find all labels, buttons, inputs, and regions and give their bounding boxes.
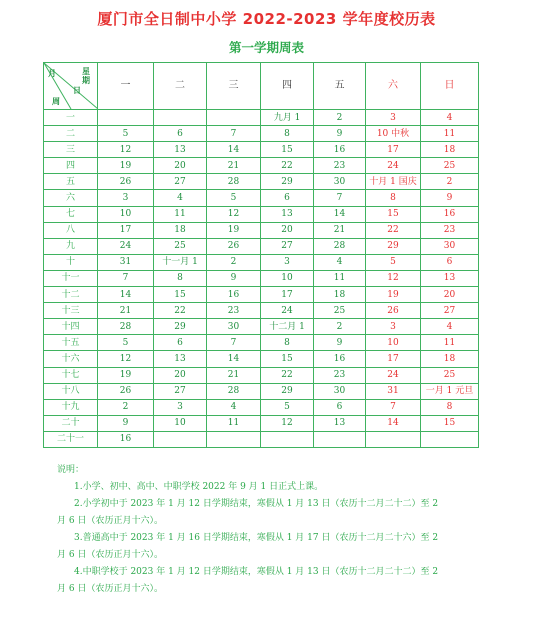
table-row xyxy=(44,351,479,367)
day-cell: 14 xyxy=(314,206,366,222)
day-cell: 19 xyxy=(207,222,261,238)
day-cell: 20 xyxy=(154,158,207,174)
day-cell xyxy=(366,431,421,447)
header-fri: 五 xyxy=(314,63,366,110)
day-cell: 2 xyxy=(314,319,366,335)
day-cell: 9 xyxy=(421,190,479,206)
table-row xyxy=(44,303,479,319)
table-row xyxy=(44,190,479,206)
day-cell: 15 xyxy=(154,287,207,303)
header-mon: 一 xyxy=(98,63,154,110)
week-label: 五 xyxy=(44,174,98,190)
day-cell: 11 xyxy=(154,206,207,222)
page-subtitle: 第一学期周表 xyxy=(228,40,304,55)
day-cell: 10 xyxy=(261,270,314,286)
day-cell: 19 xyxy=(98,158,154,174)
table-row xyxy=(44,367,479,383)
header-sun: 日 xyxy=(421,63,479,110)
day-cell: 26 xyxy=(98,174,154,190)
note-2a: 2.小学初中于 2023 年 1 月 12 日学期结束，寒假从 1 月 13 日（农历十二月二十二）至 2 xyxy=(74,499,439,509)
table-row xyxy=(44,222,479,238)
day-cell: 4 xyxy=(314,254,366,270)
day-cell: 27 xyxy=(261,238,314,254)
day-cell: 27 xyxy=(421,303,479,319)
week-label: 七 xyxy=(44,206,98,222)
day-cell: 7 xyxy=(366,399,421,415)
note-4a: 4.中职学校于 2023 年 1 月 12 日学期结束，寒假从 1 月 13 日（农历十二月二十二）至 2 xyxy=(74,567,439,577)
day-cell: 21 xyxy=(314,222,366,238)
week-label: 十七 xyxy=(44,367,98,383)
day-cell: 20 xyxy=(261,222,314,238)
day-cell: 24 xyxy=(98,238,154,254)
week-label: 一 xyxy=(44,110,98,126)
day-cell: 2 xyxy=(314,110,366,126)
day-cell: 30 xyxy=(421,238,479,254)
day-cell: 14 xyxy=(98,287,154,303)
day-cell: 12 xyxy=(261,415,314,431)
day-cell: 一月 1 元旦 xyxy=(421,383,479,399)
day-cell: 14 xyxy=(207,142,261,158)
day-cell: 8 xyxy=(261,126,314,142)
day-cell: 23 xyxy=(421,222,479,238)
day-cell: 16 xyxy=(314,142,366,158)
table-row xyxy=(44,383,479,399)
day-cell: 22 xyxy=(366,222,421,238)
day-cell: 6 xyxy=(154,335,207,351)
day-cell: 31 xyxy=(366,383,421,399)
day-cell xyxy=(207,110,261,126)
day-cell: 15 xyxy=(261,142,314,158)
table-row xyxy=(44,287,479,303)
day-cell: 8 xyxy=(366,190,421,206)
week-label: 四 xyxy=(44,158,98,174)
day-cell: 15 xyxy=(421,415,479,431)
day-cell: 9 xyxy=(98,415,154,431)
day-cell: 4 xyxy=(421,319,479,335)
day-cell: 12 xyxy=(207,206,261,222)
day-cell: 21 xyxy=(98,303,154,319)
note-3a: 3.普通高中于 2023 年 1 月 16 日学期结束，寒假从 1 月 17 日（农历十二月二十六）至 2 xyxy=(74,533,439,543)
day-cell: 7 xyxy=(207,126,261,142)
week-label: 十一 xyxy=(44,270,98,286)
day-cell: 8 xyxy=(261,335,314,351)
day-cell: 18 xyxy=(421,351,479,367)
table-row xyxy=(44,399,479,415)
day-cell: 4 xyxy=(421,110,479,126)
table-row xyxy=(44,158,479,174)
day-cell: 9 xyxy=(207,270,261,286)
day-cell xyxy=(314,431,366,447)
day-cell: 2 xyxy=(421,174,479,190)
table-row xyxy=(44,254,479,270)
day-cell: 12 xyxy=(98,351,154,367)
header-tue: 二 xyxy=(154,63,207,110)
day-cell: 13 xyxy=(154,351,207,367)
day-cell: 28 xyxy=(207,383,261,399)
day-cell: 18 xyxy=(421,142,479,158)
week-label: 三 xyxy=(44,142,98,158)
day-cell: 30 xyxy=(207,319,261,335)
day-cell: 11 xyxy=(421,126,479,142)
week-label: 六 xyxy=(44,190,98,206)
day-cell: 30 xyxy=(314,383,366,399)
day-cell xyxy=(261,431,314,447)
day-cell: 7 xyxy=(207,335,261,351)
day-cell: 12 xyxy=(98,142,154,158)
table-row xyxy=(44,174,479,190)
corner-zhou: 周 xyxy=(52,96,60,106)
week-label: 十三 xyxy=(44,303,98,319)
day-cell: 19 xyxy=(98,367,154,383)
day-cell: 17 xyxy=(366,351,421,367)
note-2b: 月 6 日（农历正月十六）。 xyxy=(57,516,163,526)
day-cell: 20 xyxy=(421,287,479,303)
day-cell: 26 xyxy=(366,303,421,319)
day-cell: 26 xyxy=(207,238,261,254)
day-cell xyxy=(421,431,479,447)
day-cell: 17 xyxy=(261,287,314,303)
table-row xyxy=(44,335,479,351)
note-3b: 月 6 日（农历正月十六）。 xyxy=(57,550,163,560)
day-cell xyxy=(207,431,261,447)
day-cell: 25 xyxy=(421,367,479,383)
day-cell: 15 xyxy=(366,206,421,222)
day-cell: 5 xyxy=(98,335,154,351)
day-cell: 5 xyxy=(207,190,261,206)
week-label: 二十一 xyxy=(44,431,98,447)
table-row xyxy=(44,319,479,335)
day-cell: 14 xyxy=(207,351,261,367)
day-cell: 22 xyxy=(154,303,207,319)
page-title: 厦门市全日制中小学 2022-2023 学年度校历表 xyxy=(97,10,436,28)
day-cell: 10 xyxy=(154,415,207,431)
day-cell: 3 xyxy=(366,319,421,335)
corner-cell xyxy=(44,63,98,110)
header-thu: 四 xyxy=(261,63,314,110)
day-cell: 7 xyxy=(98,270,154,286)
day-cell: 29 xyxy=(366,238,421,254)
header-wed: 三 xyxy=(207,63,261,110)
day-cell: 10 中秋 xyxy=(366,126,421,142)
day-cell: 14 xyxy=(366,415,421,431)
day-cell: 22 xyxy=(261,367,314,383)
day-cell: 25 xyxy=(154,238,207,254)
day-cell: 29 xyxy=(261,174,314,190)
corner-xing: 星 xyxy=(82,66,90,76)
day-cell: 十一月 1 xyxy=(154,254,207,270)
table-row xyxy=(44,270,479,286)
notes-section xyxy=(57,462,494,598)
day-cell: 13 xyxy=(314,415,366,431)
day-cell: 18 xyxy=(154,222,207,238)
day-cell: 6 xyxy=(421,254,479,270)
day-cell: 9 xyxy=(314,126,366,142)
day-cell: 23 xyxy=(314,367,366,383)
table-row xyxy=(44,238,479,254)
week-label: 十四 xyxy=(44,319,98,335)
day-cell: 3 xyxy=(261,254,314,270)
day-cell: 13 xyxy=(154,142,207,158)
day-cell: 27 xyxy=(154,383,207,399)
day-cell: 3 xyxy=(154,399,207,415)
day-cell: 23 xyxy=(314,158,366,174)
week-label: 八 xyxy=(44,222,98,238)
day-cell: 23 xyxy=(207,303,261,319)
day-cell: 4 xyxy=(154,190,207,206)
day-cell: 27 xyxy=(154,174,207,190)
corner-month: 月 xyxy=(48,68,56,78)
day-cell: 6 xyxy=(314,399,366,415)
day-cell: 3 xyxy=(98,190,154,206)
day-cell: 28 xyxy=(207,174,261,190)
week-label: 二 xyxy=(44,126,98,142)
day-cell: 19 xyxy=(366,287,421,303)
day-cell: 24 xyxy=(366,158,421,174)
day-cell: 16 xyxy=(207,287,261,303)
day-cell: 28 xyxy=(98,319,154,335)
table-row xyxy=(44,431,479,447)
day-cell: 7 xyxy=(314,190,366,206)
table-row xyxy=(44,206,479,222)
calendar-body xyxy=(44,110,479,448)
day-cell: 17 xyxy=(98,222,154,238)
day-cell: 22 xyxy=(261,158,314,174)
calendar-table xyxy=(43,62,479,448)
table-row xyxy=(44,415,479,431)
day-cell: 25 xyxy=(421,158,479,174)
week-label: 十二 xyxy=(44,287,98,303)
day-cell: 10 xyxy=(366,335,421,351)
day-cell: 30 xyxy=(314,174,366,190)
day-cell: 16 xyxy=(98,431,154,447)
day-cell: 11 xyxy=(207,415,261,431)
day-cell: 9 xyxy=(314,335,366,351)
day-cell: 28 xyxy=(314,238,366,254)
day-cell: 10 xyxy=(98,206,154,222)
corner-qi: 期 xyxy=(82,75,90,85)
note-1: 1.小学、初中、高中、中职学校 2022 年 9 月 1 日正式上课。 xyxy=(74,482,324,492)
day-cell xyxy=(154,110,207,126)
day-cell: 16 xyxy=(314,351,366,367)
day-cell: 17 xyxy=(366,142,421,158)
table-row xyxy=(44,110,479,126)
day-cell: 21 xyxy=(207,158,261,174)
week-label: 十五 xyxy=(44,335,98,351)
day-cell: 25 xyxy=(314,303,366,319)
day-cell: 2 xyxy=(207,254,261,270)
day-cell: 13 xyxy=(261,206,314,222)
day-cell xyxy=(98,110,154,126)
week-label: 十 xyxy=(44,254,98,270)
day-cell: 5 xyxy=(366,254,421,270)
day-cell: 5 xyxy=(261,399,314,415)
day-cell: 26 xyxy=(98,383,154,399)
day-cell: 九月 1 xyxy=(261,110,314,126)
day-cell: 6 xyxy=(261,190,314,206)
corner-ri: 日 xyxy=(73,85,81,95)
day-cell: 3 xyxy=(366,110,421,126)
day-cell: 5 xyxy=(98,126,154,142)
day-cell: 20 xyxy=(154,367,207,383)
day-cell: 8 xyxy=(421,399,479,415)
week-label: 二十 xyxy=(44,415,98,431)
note-4b: 月 6 日（农历正月十六）。 xyxy=(57,584,163,594)
day-cell: 29 xyxy=(261,383,314,399)
day-cell: 15 xyxy=(261,351,314,367)
day-cell: 31 xyxy=(98,254,154,270)
day-cell: 十月 1 国庆 xyxy=(366,174,421,190)
day-cell: 16 xyxy=(421,206,479,222)
day-cell: 6 xyxy=(154,126,207,142)
day-cell: 24 xyxy=(261,303,314,319)
day-cell: 4 xyxy=(207,399,261,415)
week-label: 十八 xyxy=(44,383,98,399)
day-cell: 十二月 1 xyxy=(261,319,314,335)
day-cell: 8 xyxy=(154,270,207,286)
day-cell: 12 xyxy=(366,270,421,286)
header-row xyxy=(44,63,479,110)
week-label: 十六 xyxy=(44,351,98,367)
day-cell xyxy=(154,431,207,447)
header-sat: 六 xyxy=(366,63,421,110)
day-cell: 21 xyxy=(207,367,261,383)
week-label: 九 xyxy=(44,238,98,254)
table-row xyxy=(44,142,479,158)
notes-label: 说明： xyxy=(57,465,85,475)
table-row xyxy=(44,126,479,142)
day-cell: 24 xyxy=(366,367,421,383)
day-cell: 13 xyxy=(421,270,479,286)
day-cell: 2 xyxy=(98,399,154,415)
day-cell: 11 xyxy=(421,335,479,351)
day-cell: 18 xyxy=(314,287,366,303)
day-cell: 11 xyxy=(314,270,366,286)
week-label: 十九 xyxy=(44,399,98,415)
day-cell: 29 xyxy=(154,319,207,335)
